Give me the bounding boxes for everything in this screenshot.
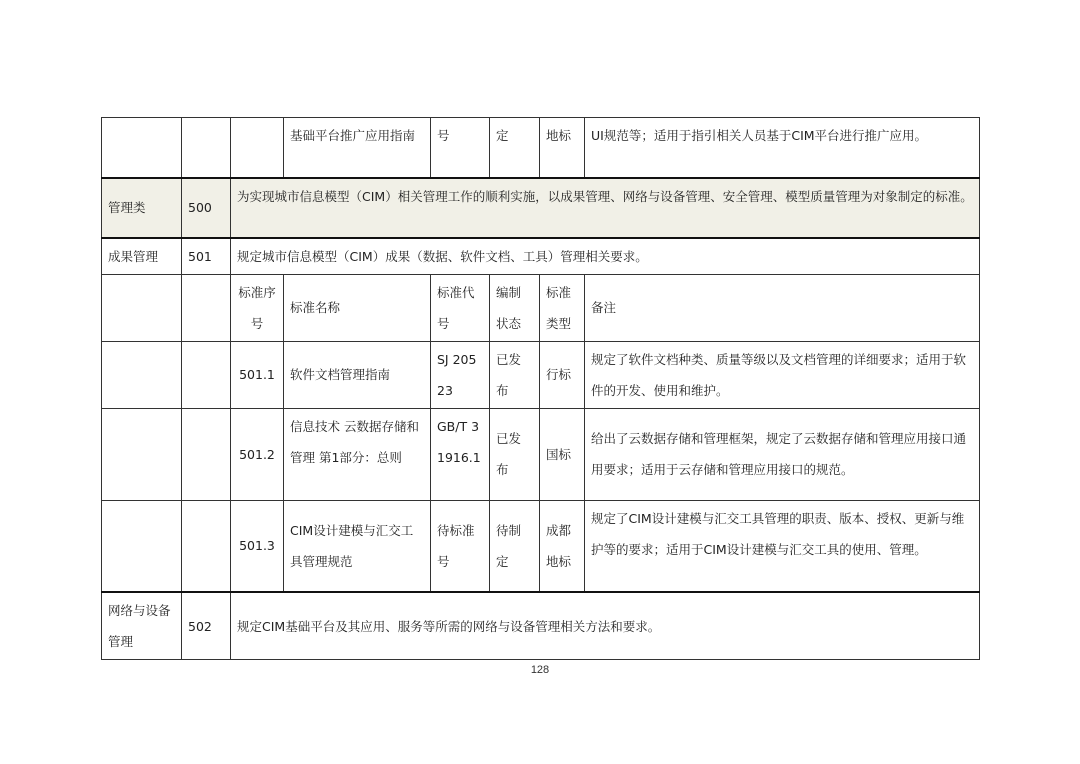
- standard-code: 号: [431, 118, 490, 178]
- table-row: [102, 408, 980, 500]
- standard-code: 待标准号: [431, 500, 490, 592]
- standard-name: 基础平台推广应用指南: [284, 118, 431, 178]
- header-code: 标准代号: [431, 274, 490, 341]
- category-name: 管理类: [102, 178, 182, 238]
- standard-status: 定: [490, 118, 540, 178]
- standard-name: CIM设计建模与汇交工具管理规范: [284, 500, 431, 592]
- category-description: 规定CIM基础平台及其应用、服务等所需的网络与设备管理相关方法和要求。: [231, 592, 980, 660]
- category-description: 规定城市信息模型（CIM）成果（数据、软件文档、工具）管理相关要求。: [231, 238, 980, 275]
- standard-note: 规定了软件文档种类、质量等级以及文档管理的详细要求；适用于软件的开发、使用和维护。: [585, 341, 980, 408]
- standard-level: 地标: [540, 118, 585, 178]
- header-level: 标准类型: [540, 274, 585, 341]
- standard-note: 给出了云数据存储和管理框架，规定了云数据存储和管理应用接口通用要求；适用于云存储和管理应用接口的规范。: [585, 408, 980, 500]
- category-code: 500: [182, 178, 231, 238]
- standard-seq: 501.3: [231, 500, 284, 592]
- standard-seq: 501.1: [231, 341, 284, 408]
- standard-status: 待制定: [490, 500, 540, 592]
- category-row-502: [102, 592, 980, 660]
- standard-code: SJ 20523: [431, 341, 490, 408]
- standard-name: 软件文档管理指南: [284, 341, 431, 408]
- standard-level: 成都地标: [540, 500, 585, 592]
- standard-name: 信息技术 云数据存储和管理 第1部分：总则: [284, 408, 431, 500]
- standard-note: UI规范等；适用于指引相关人员基于CIM平台进行推广应用。: [585, 118, 980, 178]
- category-code: 502: [182, 592, 231, 660]
- standard-seq: 501.2: [231, 408, 284, 500]
- table-row-continued: [102, 118, 980, 178]
- table-row: [102, 341, 980, 408]
- standard-status: 已发布: [490, 408, 540, 500]
- table-header-row: [102, 274, 980, 341]
- header-name: 标准名称: [284, 274, 431, 341]
- standard-note: 规定了CIM设计建模与汇交工具管理的职责、版本、授权、更新与维护等的要求；适用于CIM设计建模与汇交工具的使用、管理。: [585, 500, 980, 592]
- header-note: 备注: [585, 274, 980, 341]
- category-name: 成果管理: [102, 238, 182, 275]
- standards-table: [101, 117, 980, 660]
- category-row-501: [102, 238, 980, 275]
- table-row: [102, 500, 980, 592]
- category-description: 为实现城市信息模型（CIM）相关管理工作的顺利实施，以成果管理、网络与设备管理、安全管理、模型质量管理为对象制定的标准。: [231, 178, 980, 238]
- standard-code: GB/T 31916.1: [431, 408, 490, 500]
- standard-level: 国标: [540, 408, 585, 500]
- header-status: 编制状态: [490, 274, 540, 341]
- standard-level: 行标: [540, 341, 585, 408]
- header-seq: 标准序号: [231, 274, 284, 341]
- page-number: 128: [530, 664, 550, 676]
- category-row-500: [102, 178, 980, 238]
- standard-status: 已发布: [490, 341, 540, 408]
- category-name: 网络与设备管理: [102, 592, 182, 660]
- category-code: 501: [182, 238, 231, 275]
